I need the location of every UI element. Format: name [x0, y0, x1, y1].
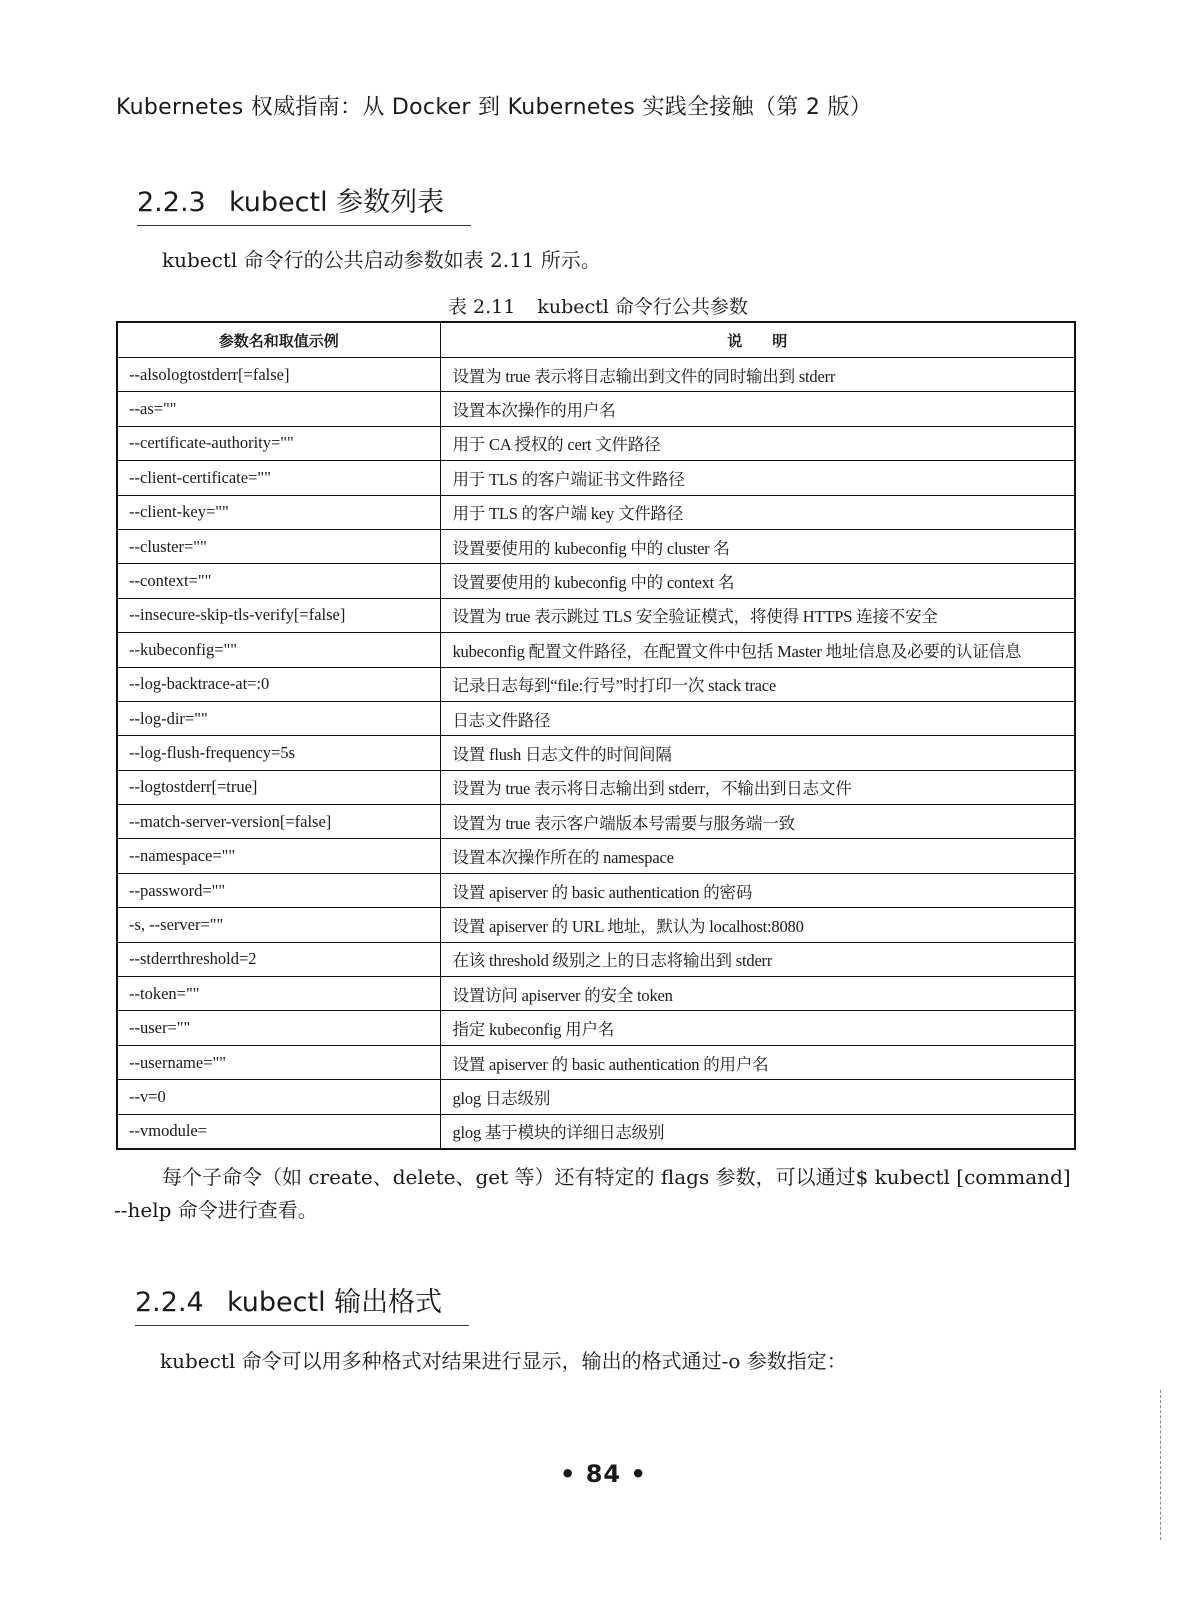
- parameter-cell: --cluster="": [117, 529, 440, 563]
- table-row: [117, 1045, 1075, 1079]
- parameter-cell: --client-certificate="": [117, 461, 440, 495]
- running-header: Kubernetes 权威指南：从 Docker 到 Kubernetes 实践全接触（第 2 版）: [116, 95, 873, 120]
- parameter-cell: --log-flush-frequency=5s: [117, 736, 440, 770]
- description-cell: 设置为 true 表示客户端版本号需要与服务端一致: [440, 805, 1075, 839]
- output-format-intro-paragraph: kubectl 命令可以用多种格式对结果进行显示，输出的格式通过-o 参数指定：: [160, 1349, 847, 1373]
- column-header-parameter: 参数名和取值示例: [117, 322, 440, 358]
- description-cell: glog 日志级别: [440, 1080, 1075, 1114]
- table-row: [117, 736, 1075, 770]
- parameter-cell: --logtostderr[=true]: [117, 770, 440, 804]
- column-header-description: 说 明: [440, 322, 1075, 358]
- table-row: [117, 495, 1075, 529]
- description-cell: 在该 threshold 级别之上的日志将输出到 stderr: [440, 942, 1075, 976]
- table-row: [117, 1011, 1075, 1045]
- description-cell: glog 基于模块的详细日志级别: [440, 1114, 1075, 1149]
- parameter-cell: --log-backtrace-at=:0: [117, 667, 440, 701]
- parameters-table: [116, 321, 1076, 1150]
- parameter-cell: --kubeconfig="": [117, 633, 440, 667]
- page-number: • 84 •: [560, 1460, 647, 1488]
- description-cell: 设置 apiserver 的 basic authentication 的用户名: [440, 1045, 1075, 1079]
- table-row: [117, 770, 1075, 804]
- section-number: 2.2.3: [137, 187, 206, 218]
- parameter-cell: --client-key="": [117, 495, 440, 529]
- scan-edge-mark: [1160, 1390, 1161, 1540]
- table-row: [117, 598, 1075, 632]
- description-cell: kubeconfig 配置文件路径，在配置文件中包括 Master 地址信息及必要的认证信息: [440, 633, 1075, 667]
- table-row: [117, 805, 1075, 839]
- section-number: 2.2.4: [135, 1287, 204, 1318]
- table-caption-number: 表 2.11: [448, 296, 516, 318]
- description-cell: 日志文件路径: [440, 701, 1075, 735]
- parameter-cell: --user="": [117, 1011, 440, 1045]
- parameter-cell: --certificate-authority="": [117, 426, 440, 460]
- description-cell: 用于 CA 授权的 cert 文件路径: [440, 426, 1075, 460]
- paragraph-line: --help 命令进行查看。: [114, 1198, 318, 1222]
- description-cell: 设置要使用的 kubeconfig 中的 cluster 名: [440, 529, 1075, 563]
- description-cell: 设置本次操作所在的 namespace: [440, 839, 1075, 873]
- parameter-cell: --password="": [117, 873, 440, 907]
- parameter-cell: --v=0: [117, 1080, 440, 1114]
- parameter-cell: -s, --server="": [117, 908, 440, 942]
- table-row: [117, 564, 1075, 598]
- description-cell: 指定 kubeconfig 用户名: [440, 1011, 1075, 1045]
- parameter-cell: --match-server-version[=false]: [117, 805, 440, 839]
- parameter-cell: --context="": [117, 564, 440, 598]
- parameter-cell: --as="": [117, 392, 440, 426]
- section-heading-2-2-3: [137, 180, 471, 226]
- table-row: [117, 908, 1075, 942]
- section-title: kubectl 输出格式: [227, 1287, 443, 1318]
- description-cell: 设置本次操作的用户名: [440, 392, 1075, 426]
- table-row: [117, 358, 1075, 392]
- description-cell: 设置为 true 表示跳过 TLS 安全验证模式，将使得 HTTPS 连接不安全: [440, 598, 1075, 632]
- table-header-row: [117, 322, 1075, 358]
- parameter-cell: --token="": [117, 977, 440, 1011]
- parameter-cell: --stderrthreshold=2: [117, 942, 440, 976]
- parameter-cell: --username="": [117, 1045, 440, 1079]
- parameter-cell: --insecure-skip-tls-verify[=false]: [117, 598, 440, 632]
- table-body: [117, 358, 1075, 1149]
- description-cell: 设置 apiserver 的 URL 地址，默认为 localhost:8080: [440, 908, 1075, 942]
- parameter-cell: --vmodule=: [117, 1114, 440, 1149]
- parameter-cell: --log-dir="": [117, 701, 440, 735]
- table-row: [117, 701, 1075, 735]
- section-title: kubectl 参数列表: [229, 187, 445, 218]
- table-row: [117, 426, 1075, 460]
- table-row: [117, 1080, 1075, 1114]
- parameter-cell: --namespace="": [117, 839, 440, 873]
- table-row: [117, 633, 1075, 667]
- subcommand-flags-paragraph: [114, 1161, 1076, 1227]
- table-row: [117, 839, 1075, 873]
- table-row: [117, 392, 1075, 426]
- table-caption-title: kubectl 命令行公共参数: [537, 296, 748, 318]
- description-cell: 用于 TLS 的客户端 key 文件路径: [440, 495, 1075, 529]
- description-cell: 设置 flush 日志文件的时间间隔: [440, 736, 1075, 770]
- description-cell: 设置为 true 表示将日志输出到 stderr，不输出到日志文件: [440, 770, 1075, 804]
- table-row: [117, 873, 1075, 907]
- paragraph-line: 每个子命令（如 create、delete、get 等）还有特定的 flags 参数，可以通过$ kubectl [command]: [162, 1165, 1071, 1189]
- description-cell: 设置为 true 表示将日志输出到文件的同时输出到 stderr: [440, 358, 1075, 392]
- parameter-cell: --alsologtostderr[=false]: [117, 358, 440, 392]
- table-row: [117, 529, 1075, 563]
- table-row: [117, 461, 1075, 495]
- description-cell: 用于 TLS 的客户端证书文件路径: [440, 461, 1075, 495]
- table-row: [117, 1114, 1075, 1149]
- table-caption: [448, 292, 748, 319]
- table-row: [117, 942, 1075, 976]
- section-heading-2-2-4: [135, 1280, 469, 1326]
- table-row: [117, 667, 1075, 701]
- description-cell: 设置要使用的 kubeconfig 中的 context 名: [440, 564, 1075, 598]
- table-row: [117, 977, 1075, 1011]
- description-cell: 设置访问 apiserver 的安全 token: [440, 977, 1075, 1011]
- description-cell: 设置 apiserver 的 basic authentication 的密码: [440, 873, 1075, 907]
- description-cell: 记录日志每到“file:行号”时打印一次 stack trace: [440, 667, 1075, 701]
- table-intro-paragraph: kubectl 命令行的公共启动参数如表 2.11 所示。: [162, 248, 601, 272]
